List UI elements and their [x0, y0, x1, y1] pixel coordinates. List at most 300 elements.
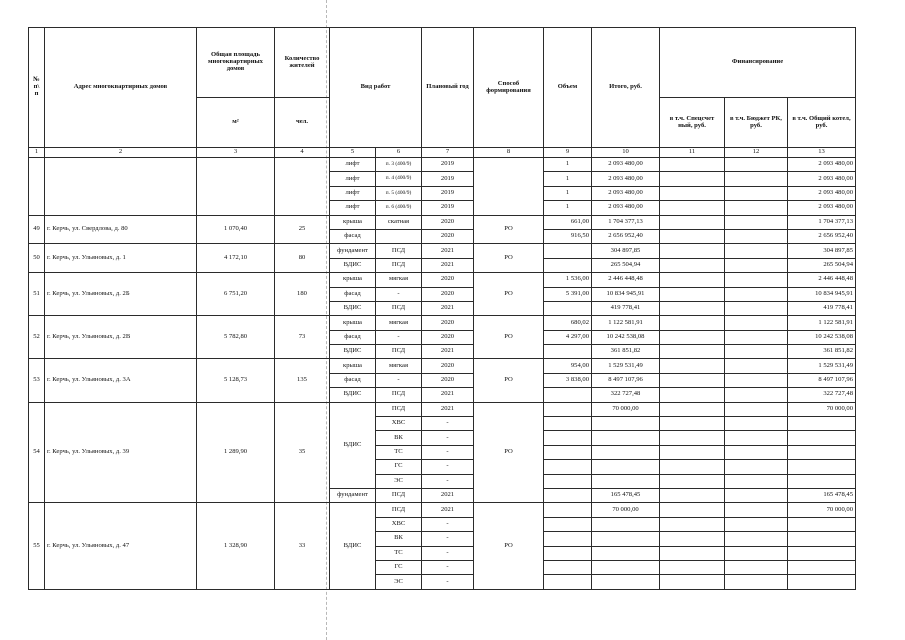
- fin-budget-cell: [725, 229, 788, 243]
- header-no: № п\ п: [29, 28, 45, 148]
- row-number-cell: 52: [29, 316, 45, 359]
- year-cell: 2021: [422, 503, 474, 517]
- fin-common-cell: [788, 546, 856, 560]
- work-subtype-cell: ВК: [376, 431, 422, 445]
- work-subtype-cell: п. 5 (400/9): [376, 186, 422, 200]
- total-cell: 2 446 448,48: [592, 273, 660, 287]
- work-subtype-cell: ПСД: [376, 388, 422, 402]
- total-cell: 70 000,00: [592, 402, 660, 416]
- area-cell: 1 289,90: [197, 402, 275, 503]
- header-area: Общая площадь многоквартирных домов: [197, 28, 275, 98]
- year-cell: 2021: [422, 388, 474, 402]
- volume-cell: [544, 474, 592, 488]
- fin-common-cell: 8 497 107,96: [788, 373, 856, 387]
- fin-own-cell: [660, 517, 725, 531]
- work-subtype-cell: ЭС: [376, 575, 422, 589]
- year-cell: 2020: [422, 229, 474, 243]
- volume-cell: [544, 402, 592, 416]
- address-cell: г. Керчь, ул. Ульяновых, д. 3А: [45, 359, 197, 402]
- fin-budget-cell: [725, 215, 788, 229]
- column-number: 3: [197, 148, 275, 158]
- fin-budget-cell: [725, 517, 788, 531]
- year-cell: 2020: [422, 373, 474, 387]
- work-subtype-cell: ХВС: [376, 417, 422, 431]
- total-cell: 2 093 480,00: [592, 158, 660, 172]
- header-residents: Количество жителей: [275, 28, 330, 98]
- volume-cell: [544, 258, 592, 272]
- total-cell: 10 834 945,91: [592, 287, 660, 301]
- total-cell: 165 478,45: [592, 488, 660, 502]
- year-cell: 2020: [422, 215, 474, 229]
- work-type-cell: лифт: [330, 158, 376, 172]
- year-cell: 2020: [422, 330, 474, 344]
- year-cell: 2021: [422, 301, 474, 315]
- volume-cell: [544, 560, 592, 574]
- address-cell: г. Керчь, ул. Свердлова, д. 80: [45, 215, 197, 244]
- table-row: [29, 273, 856, 287]
- year-cell: 2020: [422, 316, 474, 330]
- fin-common-cell: [788, 445, 856, 459]
- fin-budget-cell: [725, 460, 788, 474]
- volume-cell: 954,00: [544, 359, 592, 373]
- fin-budget-cell: [725, 316, 788, 330]
- fin-budget-cell: [725, 575, 788, 589]
- fin-budget-cell: [725, 503, 788, 517]
- work-type-cell: ВДИС: [330, 402, 376, 488]
- total-cell: [592, 532, 660, 546]
- fin-own-cell: [660, 532, 725, 546]
- fin-own-cell: [660, 445, 725, 459]
- total-cell: 1 529 531,49: [592, 359, 660, 373]
- header-fin-budget: в т.ч. Бюджет РК, руб.: [725, 98, 788, 148]
- work-subtype-cell: ПСД: [376, 244, 422, 258]
- fin-common-cell: 1 122 581,91: [788, 316, 856, 330]
- area-cell: 1 328,90: [197, 503, 275, 589]
- residents-cell: 180: [275, 273, 330, 316]
- work-subtype-cell: ТС: [376, 445, 422, 459]
- fin-budget-cell: [725, 258, 788, 272]
- work-subtype-cell: ХВС: [376, 517, 422, 531]
- fin-common-cell: [788, 417, 856, 431]
- fin-budget-cell: [725, 402, 788, 416]
- header-unit-people: чел.: [275, 98, 330, 148]
- no-cell: [29, 158, 45, 216]
- work-subtype-cell: скатная: [376, 215, 422, 229]
- fin-budget-cell: [725, 474, 788, 488]
- total-cell: 265 504,94: [592, 258, 660, 272]
- volume-cell: 1: [544, 201, 592, 215]
- fin-common-cell: 1 529 531,49: [788, 359, 856, 373]
- year-cell: 2019: [422, 201, 474, 215]
- year-cell: 2021: [422, 488, 474, 502]
- fin-common-cell: [788, 560, 856, 574]
- residents-cell: 35: [275, 402, 330, 503]
- total-cell: 2 093 480,00: [592, 186, 660, 200]
- fin-budget-cell: [725, 359, 788, 373]
- column-number: 11: [660, 148, 725, 158]
- fin-common-cell: 419 778,41: [788, 301, 856, 315]
- total-cell: 361 851,82: [592, 345, 660, 359]
- fin-common-cell: 70 000,00: [788, 402, 856, 416]
- area-cell: [197, 158, 275, 216]
- column-number: 9: [544, 148, 592, 158]
- fin-own-cell: [660, 546, 725, 560]
- fin-common-cell: 2 093 480,00: [788, 158, 856, 172]
- fin-common-cell: 265 504,94: [788, 258, 856, 272]
- row-number-cell: 51: [29, 273, 45, 316]
- work-type-cell: лифт: [330, 186, 376, 200]
- work-type-cell: ВДИС: [330, 388, 376, 402]
- fin-budget-cell: [725, 532, 788, 546]
- residents-cell: 135: [275, 359, 330, 402]
- volume-cell: [544, 546, 592, 560]
- work-subtype-cell: мягкая: [376, 359, 422, 373]
- work-subtype-cell: ПСД: [376, 301, 422, 315]
- work-type-cell: фундамент: [330, 244, 376, 258]
- volume-cell: 661,00: [544, 215, 592, 229]
- work-subtype-cell: ПСД: [376, 402, 422, 416]
- total-cell: 8 497 107,96: [592, 373, 660, 387]
- volume-cell: 4 297,00: [544, 330, 592, 344]
- fin-own-cell: [660, 316, 725, 330]
- total-cell: 1 704 377,13: [592, 215, 660, 229]
- volume-cell: 1: [544, 186, 592, 200]
- volume-cell: 680,02: [544, 316, 592, 330]
- work-subtype-cell: ПСД: [376, 345, 422, 359]
- table-row: [29, 215, 856, 229]
- fin-own-cell: [660, 575, 725, 589]
- fin-own-cell: [660, 186, 725, 200]
- fin-own-cell: [660, 460, 725, 474]
- fin-own-cell: [660, 388, 725, 402]
- total-cell: 322 727,48: [592, 388, 660, 402]
- method-cell: РО: [474, 244, 544, 273]
- fin-own-cell: [660, 560, 725, 574]
- work-subtype-cell: ПСД: [376, 488, 422, 502]
- volume-cell: [544, 503, 592, 517]
- residents-cell: 25: [275, 215, 330, 244]
- fin-own-cell: [660, 488, 725, 502]
- address-cell: [45, 158, 197, 216]
- work-type-cell: фасад: [330, 373, 376, 387]
- total-cell: [592, 417, 660, 431]
- column-number: 6: [376, 148, 422, 158]
- fin-common-cell: 2 656 952,40: [788, 229, 856, 243]
- year-cell: 2021: [422, 402, 474, 416]
- year-cell: -: [422, 560, 474, 574]
- residents-cell: 80: [275, 244, 330, 273]
- header-unit-area: м²: [197, 98, 275, 148]
- header-volume: Объем: [544, 28, 592, 148]
- volume-cell: [544, 517, 592, 531]
- fin-common-cell: 2 093 480,00: [788, 172, 856, 186]
- work-type-cell: фасад: [330, 330, 376, 344]
- fin-own-cell: [660, 474, 725, 488]
- method-cell: РО: [474, 402, 544, 503]
- year-cell: 2021: [422, 258, 474, 272]
- year-cell: 2020: [422, 359, 474, 373]
- area-cell: 6 751,20: [197, 273, 275, 316]
- year-cell: -: [422, 474, 474, 488]
- column-number: 13: [788, 148, 856, 158]
- volume-cell: [544, 244, 592, 258]
- table-row: [29, 503, 856, 517]
- residents-cell: 33: [275, 503, 330, 589]
- year-cell: -: [422, 546, 474, 560]
- header-year: Плановый год: [422, 28, 474, 148]
- volume-cell: [544, 445, 592, 459]
- repair-program-table: [28, 27, 856, 590]
- fin-common-cell: [788, 460, 856, 474]
- row-number-cell: 55: [29, 503, 45, 589]
- volume-cell: [544, 575, 592, 589]
- year-cell: 2021: [422, 345, 474, 359]
- work-subtype-cell: [376, 229, 422, 243]
- residents-cell: [275, 158, 330, 216]
- column-number: 2: [45, 148, 197, 158]
- fin-own-cell: [660, 158, 725, 172]
- fin-common-cell: 10 834 945,91: [788, 287, 856, 301]
- year-cell: -: [422, 517, 474, 531]
- work-subtype-cell: ПСД: [376, 258, 422, 272]
- work-type-cell: лифт: [330, 172, 376, 186]
- fin-budget-cell: [725, 273, 788, 287]
- header-method: Способ формирования: [474, 28, 544, 148]
- work-type-cell: крыша: [330, 359, 376, 373]
- fin-common-cell: 10 242 538,08: [788, 330, 856, 344]
- volume-cell: 3 838,00: [544, 373, 592, 387]
- fin-budget-cell: [725, 186, 788, 200]
- area-cell: 5 782,80: [197, 316, 275, 359]
- fin-budget-cell: [725, 488, 788, 502]
- column-number: 5: [330, 148, 376, 158]
- year-cell: 2020: [422, 287, 474, 301]
- fin-own-cell: [660, 172, 725, 186]
- fin-budget-cell: [725, 445, 788, 459]
- column-number: 7: [422, 148, 474, 158]
- fin-budget-cell: [725, 345, 788, 359]
- address-cell: г. Керчь, ул. Ульяновых, д. 2В: [45, 316, 197, 359]
- fin-own-cell: [660, 402, 725, 416]
- fin-own-cell: [660, 359, 725, 373]
- row-number-cell: 53: [29, 359, 45, 402]
- fin-own-cell: [660, 417, 725, 431]
- work-subtype-cell: п. 4 (400/9): [376, 172, 422, 186]
- year-cell: -: [422, 460, 474, 474]
- total-cell: 70 000,00: [592, 503, 660, 517]
- fin-budget-cell: [725, 388, 788, 402]
- fin-common-cell: 361 851,82: [788, 345, 856, 359]
- work-type-cell: ВДИС: [330, 503, 376, 589]
- table-row: [29, 359, 856, 373]
- residents-cell: 73: [275, 316, 330, 359]
- volume-cell: 916,50: [544, 229, 592, 243]
- volume-cell: [544, 388, 592, 402]
- table-row: [29, 244, 856, 258]
- total-cell: [592, 575, 660, 589]
- work-type-cell: фасад: [330, 287, 376, 301]
- fin-budget-cell: [725, 330, 788, 344]
- work-subtype-cell: -: [376, 373, 422, 387]
- work-type-cell: крыша: [330, 273, 376, 287]
- work-subtype-cell: мягкая: [376, 316, 422, 330]
- volume-cell: [544, 417, 592, 431]
- fin-own-cell: [660, 330, 725, 344]
- year-cell: -: [422, 431, 474, 445]
- work-subtype-cell: -: [376, 287, 422, 301]
- year-cell: -: [422, 417, 474, 431]
- table-row: [29, 316, 856, 330]
- fin-budget-cell: [725, 373, 788, 387]
- total-cell: 2 093 480,00: [592, 172, 660, 186]
- header-fin-own: в т.ч. Спецсчет ный, руб.: [660, 98, 725, 148]
- fin-budget-cell: [725, 287, 788, 301]
- volume-cell: [544, 460, 592, 474]
- row-number-cell: 49: [29, 215, 45, 244]
- total-cell: 1 122 581,91: [592, 316, 660, 330]
- work-subtype-cell: ЭС: [376, 474, 422, 488]
- fin-own-cell: [660, 503, 725, 517]
- total-cell: 419 778,41: [592, 301, 660, 315]
- header-fin-common: в т.ч. Общий котел, руб.: [788, 98, 856, 148]
- fin-own-cell: [660, 273, 725, 287]
- method-cell: РО: [474, 215, 544, 244]
- fin-common-cell: 2 446 448,48: [788, 273, 856, 287]
- total-cell: [592, 445, 660, 459]
- area-cell: 1 070,40: [197, 215, 275, 244]
- column-number: 4: [275, 148, 330, 158]
- year-cell: -: [422, 532, 474, 546]
- total-cell: [592, 431, 660, 445]
- volume-cell: 1 536,00: [544, 273, 592, 287]
- row-number-cell: 50: [29, 244, 45, 273]
- fin-own-cell: [660, 431, 725, 445]
- fin-own-cell: [660, 373, 725, 387]
- fin-common-cell: 304 897,85: [788, 244, 856, 258]
- fin-own-cell: [660, 301, 725, 315]
- address-cell: г. Керчь, ул. Ульяновых, д. 47: [45, 503, 197, 589]
- address-cell: г. Керчь, ул. Ульяновых, д. 1: [45, 244, 197, 273]
- work-type-cell: крыша: [330, 316, 376, 330]
- row-number-cell: 54: [29, 402, 45, 503]
- area-cell: 4 172,10: [197, 244, 275, 273]
- year-cell: -: [422, 575, 474, 589]
- volume-cell: [544, 301, 592, 315]
- fin-common-cell: 70 000,00: [788, 503, 856, 517]
- header-total: Итого, руб.: [592, 28, 660, 148]
- volume-cell: [544, 532, 592, 546]
- work-subtype-cell: ПСД: [376, 503, 422, 517]
- address-cell: г. Керчь, ул. Ульяновых, д. 2Б: [45, 273, 197, 316]
- total-cell: [592, 560, 660, 574]
- fin-common-cell: [788, 431, 856, 445]
- work-subtype-cell: -: [376, 330, 422, 344]
- method-cell: РО: [474, 273, 544, 316]
- fin-own-cell: [660, 244, 725, 258]
- fin-budget-cell: [725, 431, 788, 445]
- work-type-cell: фасад: [330, 229, 376, 243]
- method-cell: РО: [474, 316, 544, 359]
- table-row: [29, 158, 856, 172]
- year-cell: 2019: [422, 158, 474, 172]
- total-cell: [592, 460, 660, 474]
- table-row: [29, 402, 856, 416]
- work-subtype-cell: ВК: [376, 532, 422, 546]
- column-number: 12: [725, 148, 788, 158]
- work-subtype-cell: ГС: [376, 460, 422, 474]
- work-subtype-cell: п. 3 (400/9): [376, 158, 422, 172]
- fin-common-cell: [788, 532, 856, 546]
- fin-own-cell: [660, 229, 725, 243]
- fin-common-cell: [788, 474, 856, 488]
- year-cell: 2020: [422, 273, 474, 287]
- fin-common-cell: [788, 575, 856, 589]
- method-cell: [474, 158, 544, 216]
- fin-own-cell: [660, 258, 725, 272]
- fin-common-cell: 2 093 480,00: [788, 186, 856, 200]
- fin-budget-cell: [725, 301, 788, 315]
- volume-cell: 5 391,00: [544, 287, 592, 301]
- column-number: 1: [29, 148, 45, 158]
- work-type-cell: крыша: [330, 215, 376, 229]
- method-cell: РО: [474, 503, 544, 589]
- fin-budget-cell: [725, 172, 788, 186]
- volume-cell: [544, 431, 592, 445]
- fin-common-cell: [788, 517, 856, 531]
- work-type-cell: ВДИС: [330, 301, 376, 315]
- fin-budget-cell: [725, 560, 788, 574]
- volume-cell: 1: [544, 158, 592, 172]
- total-cell: 10 242 538,08: [592, 330, 660, 344]
- method-cell: РО: [474, 359, 544, 402]
- total-cell: 304 897,85: [592, 244, 660, 258]
- work-subtype-cell: п. 6 (400/9): [376, 201, 422, 215]
- work-type-cell: ВДИС: [330, 258, 376, 272]
- work-type-cell: лифт: [330, 201, 376, 215]
- total-cell: [592, 474, 660, 488]
- work-type-cell: фундамент: [330, 488, 376, 502]
- volume-cell: [544, 345, 592, 359]
- fin-common-cell: 1 704 377,13: [788, 215, 856, 229]
- fin-own-cell: [660, 345, 725, 359]
- year-cell: -: [422, 445, 474, 459]
- header-financing: Финансирование: [660, 28, 856, 98]
- area-cell: 5 128,73: [197, 359, 275, 402]
- work-type-cell: ВДИС: [330, 345, 376, 359]
- volume-cell: [544, 488, 592, 502]
- total-cell: [592, 546, 660, 560]
- column-numbers-row: [29, 148, 856, 158]
- fin-own-cell: [660, 287, 725, 301]
- total-cell: 2 656 952,40: [592, 229, 660, 243]
- fin-budget-cell: [725, 158, 788, 172]
- work-subtype-cell: ГС: [376, 560, 422, 574]
- year-cell: 2019: [422, 172, 474, 186]
- header-work: Вид работ: [330, 28, 422, 148]
- work-subtype-cell: ТС: [376, 546, 422, 560]
- address-cell: г. Керчь, ул. Ульяновых, д. 39: [45, 402, 197, 503]
- header-address: Адрес многоквартирных домов: [45, 28, 197, 148]
- fin-budget-cell: [725, 417, 788, 431]
- fin-common-cell: 322 727,48: [788, 388, 856, 402]
- fin-budget-cell: [725, 546, 788, 560]
- year-cell: 2019: [422, 186, 474, 200]
- work-subtype-cell: мягкая: [376, 273, 422, 287]
- fin-budget-cell: [725, 244, 788, 258]
- column-number: 10: [592, 148, 660, 158]
- volume-cell: 1: [544, 172, 592, 186]
- total-cell: 2 093 480,00: [592, 201, 660, 215]
